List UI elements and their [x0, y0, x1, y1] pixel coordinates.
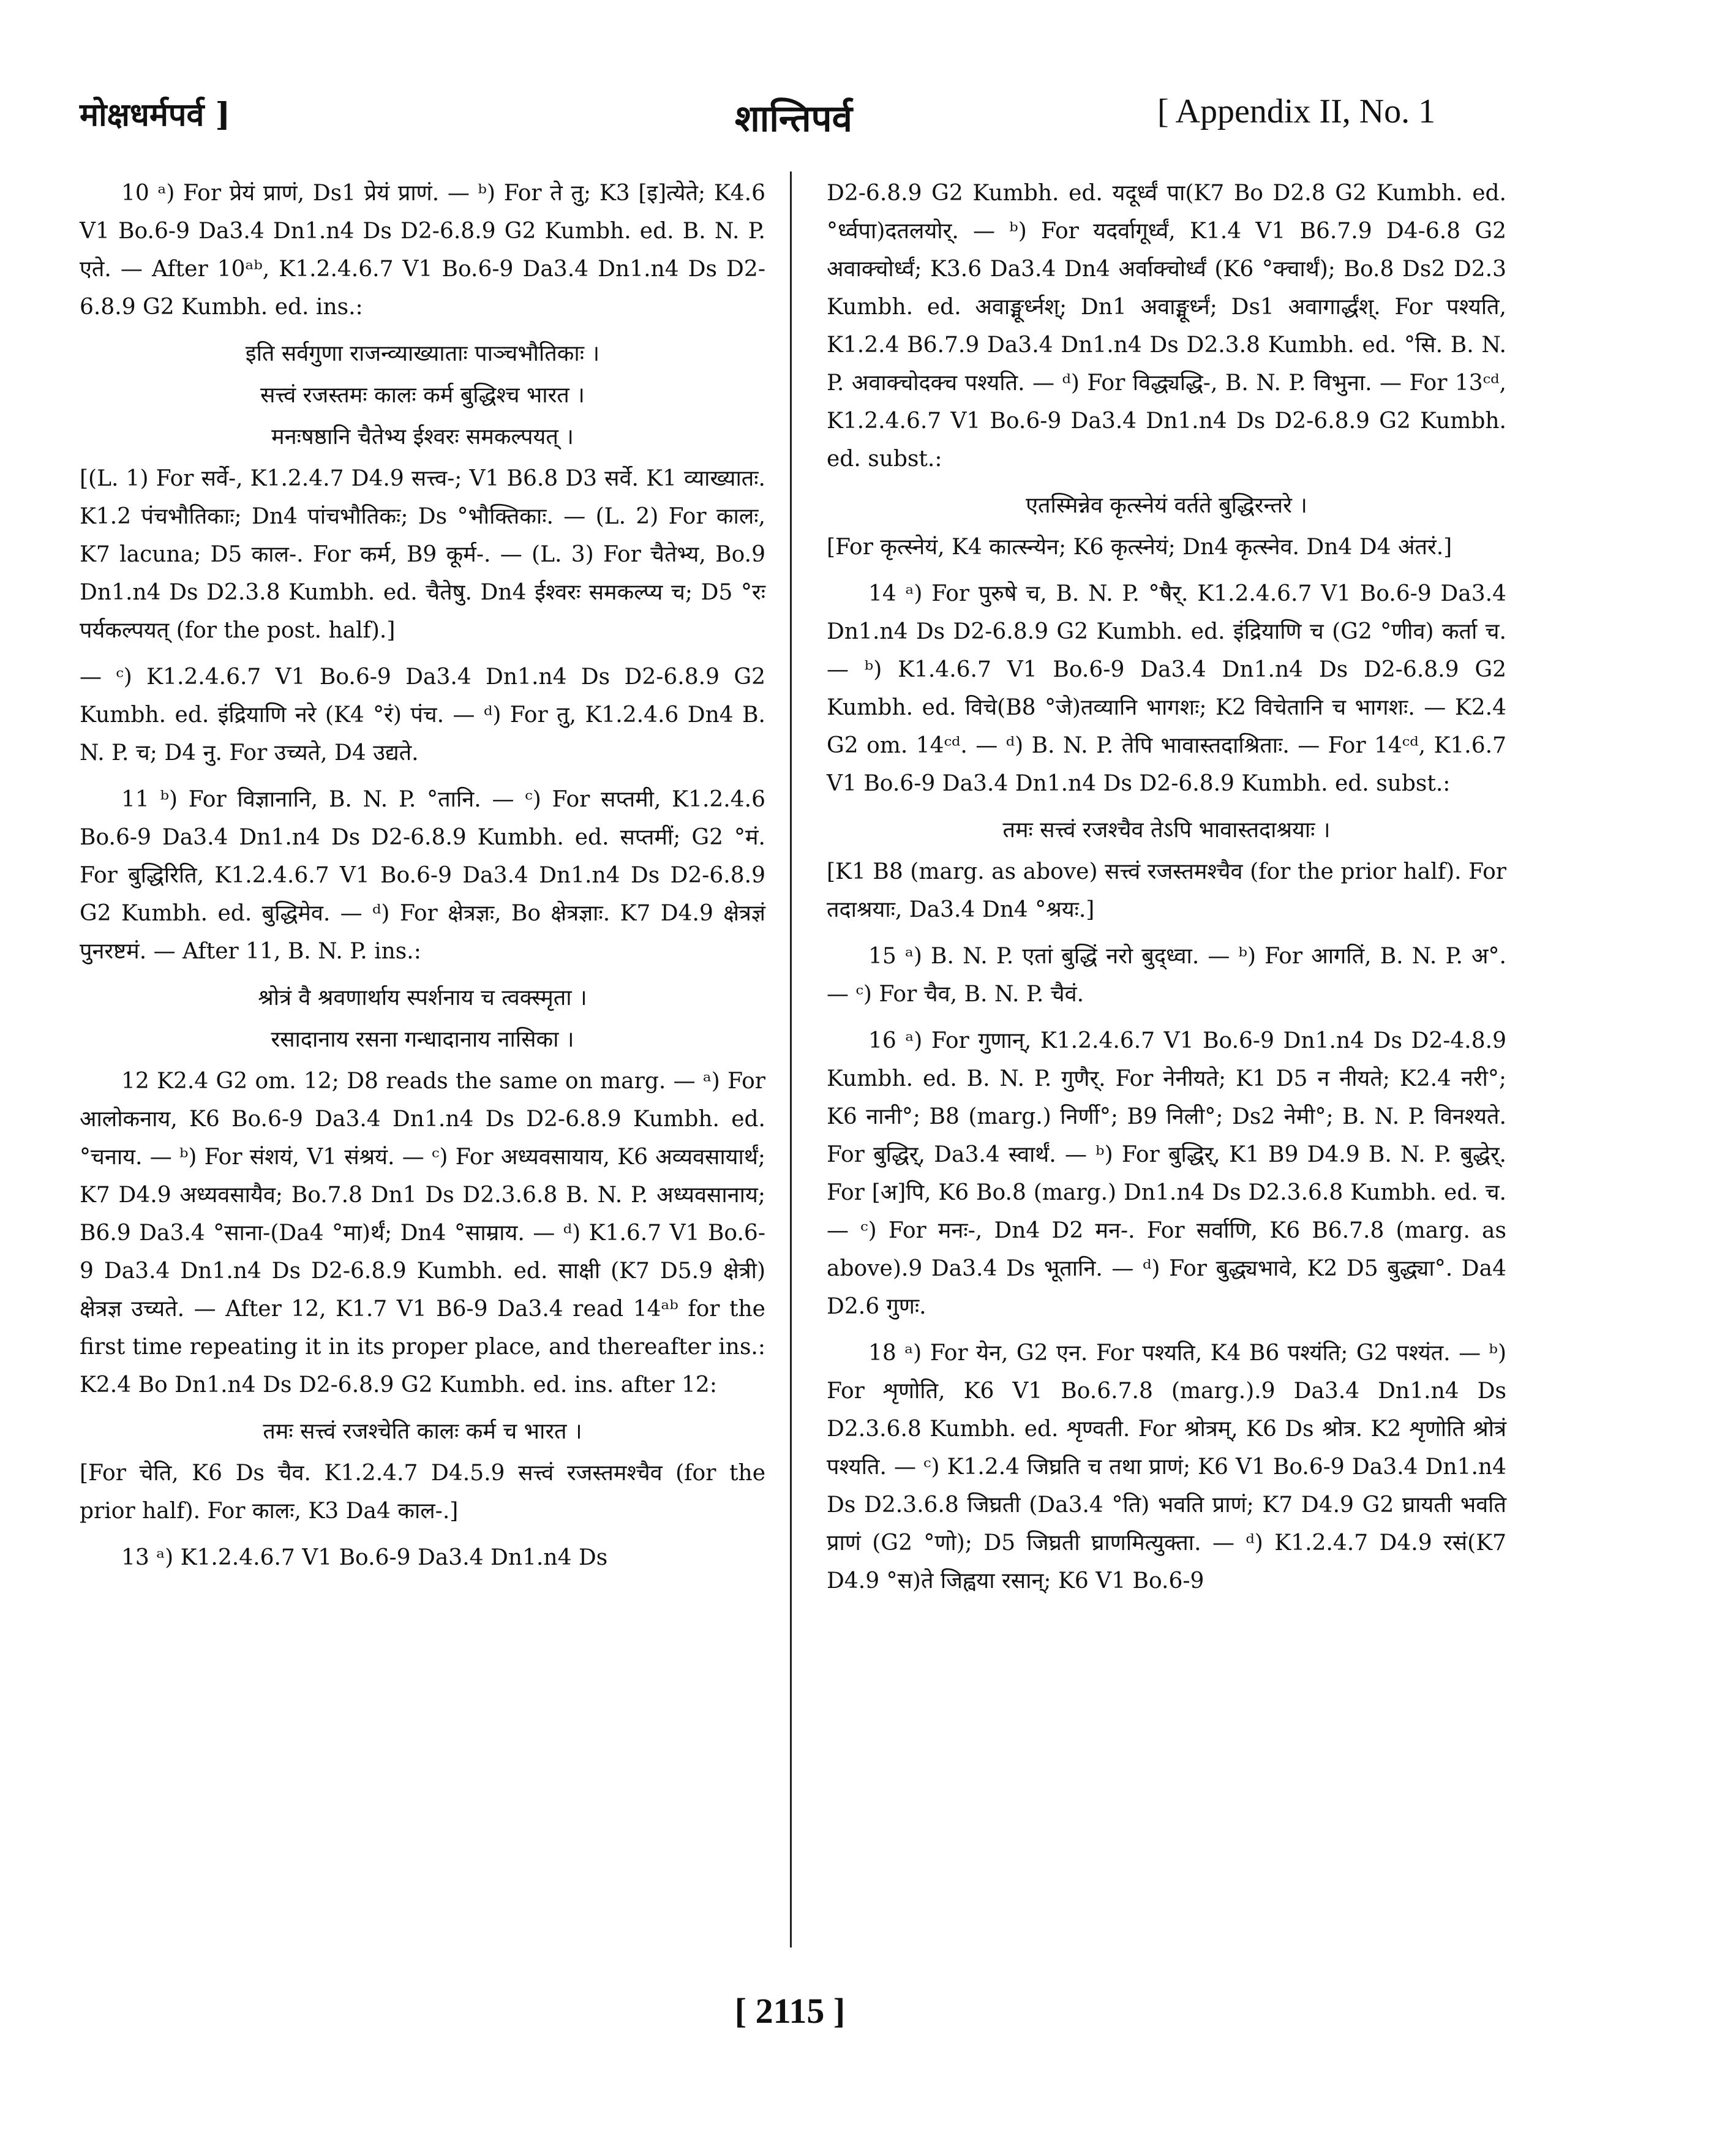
- note-paragraph: 10 ᵃ) For प्रेयं प्राणं, Ds1 प्रेयं प्राणं. — ᵇ) For ते तु; K3 [इ]त्येते; K4.6 V1 Bo.6-9 Da3.4 Dn1.n4 Ds D2-6.8.9 G2 Kumbh. ed. B. N. P. एते. — After 10ᵃᵇ, K1.2.4.6.7 V1 Bo.6-9 Da3.4 Dn1.n4 Ds D2-6.8.9 G2 Kumbh. ed. ins.:: [80, 181, 765, 320]
- note-paragraph: [K1 B8 (marg. as above) सत्त्वं रजस्तमश्चैव (for the prior half). For तदाश्रयाः, Da3.4 Dn4 °श्रयः.]: [827, 859, 1506, 922]
- note-paragraph: [(L. 1) For सर्वे-, K1.2.4.7 D4.9 सत्त्व-; V1 B6.8 D3 सर्वे. K1 व्याख्यातः. K1.2 पंचभौतिकाः; Dn4 पांचभौतिकः; Ds °भौक्तिकाः. — (L. 2) For कालः, K7 lacuna; D5 काल-. For कर्म, B9 कूर्म-. — (L. 3) For चैतेभ्य, Bo.9 Dn1.n4 Ds D2.3.8 Kumbh. ed. चैतेषु. Dn4 ईश्वरः समकल्प्य च; D5 °रः पर्यकल्पयत् (for the post. half).]: [80, 466, 765, 643]
- note-paragraph: 12 K2.4 G2 om. 12; D8 reads the same on marg. — ᵃ) For आलोकनाय, K6 Bo.6-9 Da3.4 Dn1.n4 Ds D2-6.8.9 Kumbh. ed. °चनाय. — ᵇ) For संशयं, V1 संश्रयं. — ᶜ) For अध्यवसायाय, K6 अव्यवसायार्थं; K7 D4.9 अध्यवसायैव; Bo.7.8 Dn1 Ds D2.3.6.8 B. N. P. अध्यवसानाय; B6.9 Da3.4 °साना-(Da4 °मा)र्थं; Dn4 °साम्राय. — ᵈ) K1.6.7 V1 Bo.6-9 Da3.4 Dn1.n4 Ds D2-6.8.9 Kumbh. ed. साक्षी (K7 D5.9 क्षेत्री) क्षेत्रज्ञ उच्यते. — After 12, K1.7 V1 B6-9 Da3.4 read 14ᵃᵇ for the first time repeating it in its proper place, and thereafter ins.: K2.4 Bo Dn1.n4 Ds D2-6.8.9 G2 Kumbh. ed. ins. after 12:: [80, 1069, 765, 1398]
- note-paragraph: 18 ᵃ) For येन, G2 एन. For पश्यति, K4 B6 पश्यंति; G2 पश्यंत. — ᵇ) For शृणोति, K6 V1 Bo.6.7.8 (marg.).9 Da3.4 Dn1.n4 Ds D2.3.6.8 Kumbh. ed. शृण्वती. For श्रोत्रम्, K6 Ds श्रोत्र. K2 शृणोति श्रोत्रं पश्यति. — ᶜ) K1.2.4 जिघ्रति च तथा प्राणं; K6 V1 Bo.6-9 Da3.4 Dn1.n4 Ds D2.3.6.8 जिघ्रती (Da3.4 °ति) भवति प्राणं; K7 D4.9 G2 घ्रायती भवति प्राणं (G2 °णो); D5 जिघ्रती घ्राणमित्युक्ता. — ᵈ) K1.2.4.7 D4.9 रसं(K7 D4.9 °स)ते जिह्वया रसान्; K6 V1 Bo.6-9: [827, 1341, 1506, 1594]
- note-paragraph: [For कृत्स्नेयं, K4 कात्स्न्येन; K6 कृत्स्नेयं; Dn4 कृत्स्नेव. Dn4 D4 अंतरं.]: [827, 535, 1452, 560]
- header-appendix-ref: [ Appendix II, No. 1: [1157, 92, 1436, 130]
- verse-line: श्रोत्रं वै श्रवणार्थाय स्पर्शनाय च त्वक्स्मृता ।: [258, 985, 587, 1010]
- note-paragraph: 14 ᵃ) For पुरुषे च, B. N. P. °षैर्. K1.2.4.6.7 V1 Bo.6-9 Da3.4 Dn1.n4 Ds D2-6.8.9 G2 Kumbh. ed. इंद्रियाणि च (G2 °णीव) कर्ता च. — ᵇ) K1.4.6.7 V1 Bo.6-9 Da3.4 Dn1.n4 Ds D2-6.8.9 G2 Kumbh. ed. विचे(B8 °जे)तव्यानि भागशः; K2 विचेतानि च भागशः. — K2.4 G2 om. 14ᶜᵈ. — ᵈ) B. N. P. तेपि भावास्तदाश्रिताः. — For 14ᶜᵈ, K1.6.7 V1 Bo.6-9 Da3.4 Dn1.n4 Ds D2-6.8.9 Kumbh. ed. subst.:: [827, 581, 1506, 796]
- note-paragraph: 15 ᵃ) B. N. P. एतां बुद्धिं नरो बुद्ध्वा. — ᵇ) For आगतिं, B. N. P. अ°. — ᶜ) For चैव, B. N. P. चैवं.: [827, 944, 1506, 1007]
- note-paragraph: 11 ᵇ) For विज्ञानानि, B. N. P. °तानि. — ᶜ) For सप्तमी, K1.2.4.6 Bo.6-9 Da3.4 Dn1.n4 Ds D2-6.8.9 Kumbh. ed. सप्तमीं; G2 °मं. For बुद्धिरिति, K1.2.4.6.7 V1 Bo.6-9 Da3.4 Dn1.n4 Ds D2-6.8.9 G2 Kumbh. ed. बुद्धिमेव. — ᵈ) For क्षेत्रज्ञः, Bo क्षेत्रज्ञाः. K7 D4.9 क्षेत्रज्ञं पुनरष्टमं. — After 11, B. N. P. ins.:: [80, 787, 765, 964]
- running-header: [80, 92, 1488, 147]
- column-divider: [790, 171, 792, 1947]
- verse-line: तमः सत्त्वं रजश्चैव तेऽपि भावास्तदाश्रयाः ।: [1002, 818, 1331, 843]
- note-paragraph: D2-6.8.9 G2 Kumbh. ed. यदूर्ध्वं पा(K7 Bo D2.8 G2 Kumbh. ed. °र्ध्वपा)दतलयोर्. — ᵇ) For यदर्वागूर्ध्वं, K1.4 V1 B6.7.9 D4-6.8 G2 अवाक्चोर्ध्वं; K3.6 Da3.4 Dn4 अर्वाक्चोर्ध्वं (K6 °क्चार्थं); Bo.8 Ds2 D2.3 Kumbh. ed. अवाङ्मूर्ध्नश्; Dn1 अवाङ्मूर्ध्नं; Ds1 अवागार्द्धंश्. For पश्यति, K1.2.4 B6.7.9 Da3.4 Dn1.n4 Ds D2.3.8 Kumbh. ed. °सि. B. N. P. अवाक्चोदक्च पश्यति. — ᵈ) For विद्ध्यद्धि-, B. N. P. विभुना. — For 13ᶜᵈ, K1.2.4.6.7 V1 Bo.6-9 Da3.4 Dn1.n4 Ds D2-6.8.9 G2 Kumbh. ed. subst.:: [827, 181, 1506, 472]
- note-paragraph: 16 ᵃ) For गुणान्, K1.2.4.6.7 V1 Bo.6-9 Dn1.n4 Ds D2-4.8.9 Kumbh. ed. B. N. P. गुणैर्. For नेनीयते; K1 D5 न नीयते; K2.4 नरी°; K6 नानी°; B8 (marg.) निर्णी°; B9 निली°; Ds2 नेमी°; B. N. P. विनश्यते. For बुद्धिर्, Da3.4 स्वार्थं. — ᵇ) For बुद्धिर्, K1 B9 D4.9 B. N. P. बुद्धेर्. For [अ]पि, K6 Bo.8 (marg.) Dn1.n4 Ds D2.3.6.8 Kumbh. ed. च. — ᶜ) For मनः-, Dn4 D2 मन-. For सर्वाणि, K6 B6.7.8 (marg. as above).9 Da3.4 Ds भूतानि. — ᵈ) For बुद्ध्यभावे, K2 D5 बुद्ध्या°. Da4 D2.6 गुणः.: [827, 1028, 1506, 1319]
- verse-line: एतस्मिन्नेव कृत्स्नेयं वर्तते बुद्धिरन्तरे ।: [1026, 493, 1307, 518]
- header-section-title: मोक्षधर्मपर्व ]: [80, 96, 231, 134]
- note-paragraph: 13 ᵃ) K1.2.4.6.7 V1 Bo.6-9 Da3.4 Dn1.n4 Ds: [121, 1545, 608, 1570]
- verse-line: रसादानाय रसना गन्धादानाय नासिका ।: [271, 1027, 574, 1052]
- verse-line: मनःषष्ठानि चैतेभ्य ईश्वरः समकल्पयत् ।: [271, 424, 574, 450]
- left-column: [80, 175, 765, 1586]
- note-paragraph: — ᶜ) K1.2.4.6.7 V1 Bo.6-9 Da3.4 Dn1.n4 Ds D2-6.8.9 G2 Kumbh. ed. इंद्रियाणि नरे (K4 °रं) पंच. — ᵈ) For तु, K1.2.4.6 Dn4 B. N. P. च; D4 नु. For उच्यते, D4 उद्यते.: [80, 664, 765, 766]
- verse-line: तमः सत्त्वं रजश्चेति कालः कर्म च भारत ।: [263, 1419, 582, 1444]
- right-column: [827, 175, 1506, 1609]
- page-number: [ 2115 ]: [734, 1991, 846, 2031]
- header-book-title: शान्तिपर्व: [735, 97, 852, 140]
- note-paragraph: [For चेति, K6 Ds चैव. K1.2.4.7 D4.5.9 सत्त्वं रजस्तमश्चैव (for the prior half). For कालः, K3 Da4 काल-.]: [80, 1461, 765, 1524]
- verse-line: इति सर्वगुणा राजन्व्याख्याताः पाञ्चभौतिकाः ।: [245, 341, 600, 366]
- verse-line: सत्त्वं रजस्तमः कालः कर्म बुद्धिश्च भारत ।: [260, 383, 585, 408]
